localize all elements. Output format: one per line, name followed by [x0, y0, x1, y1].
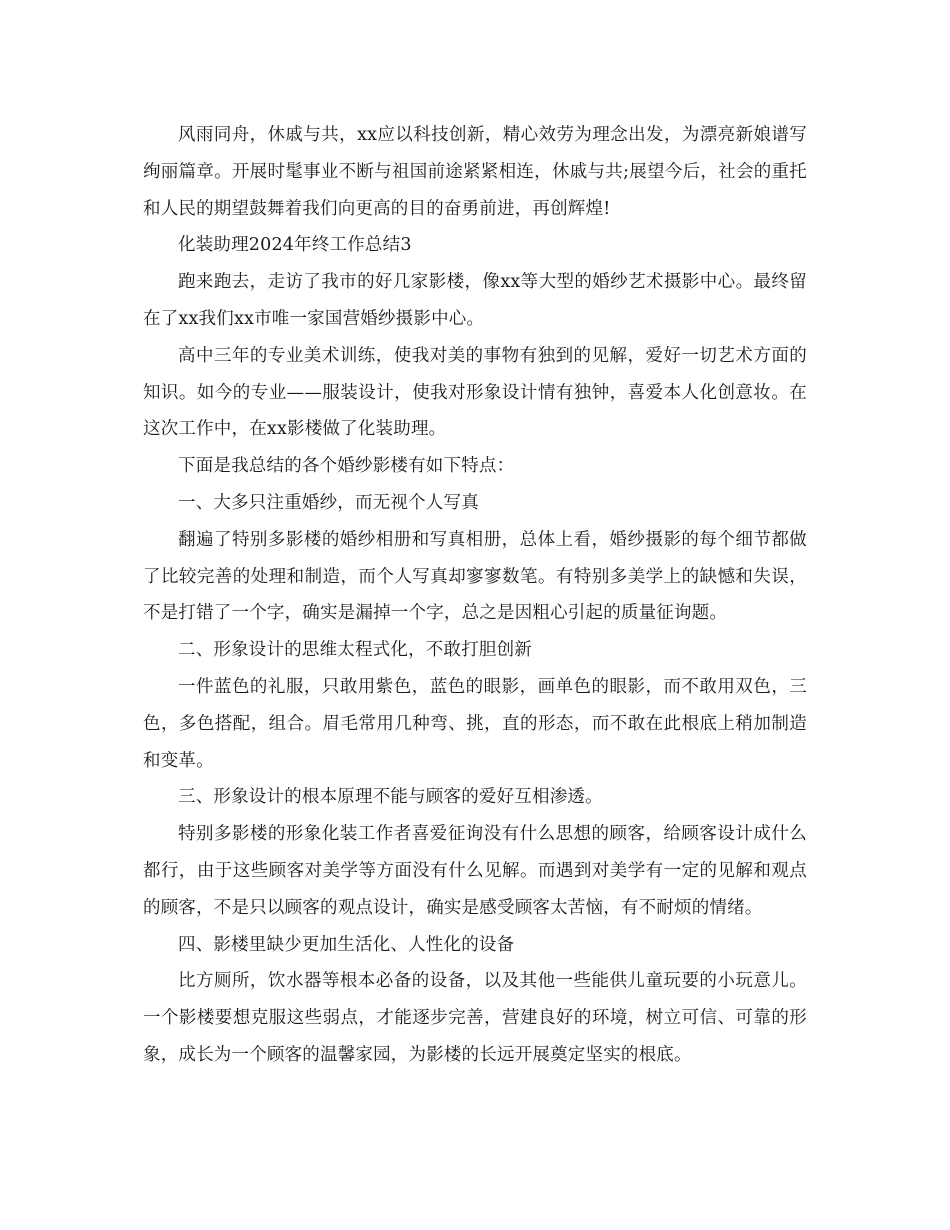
point-heading-2: 二、形象设计的思维太程式化，不敢打胆创新 — [178, 640, 532, 661]
point-body-3: 特别多影楼的形象化装工作者喜爱征询没有什么思想的顾客，给顾客设计成什么都行，由于这些顾客对美学等方面没有什么见解。而遇到对美学有一定的见解和观点的顾客，不是只以顾客的观点设计，确实是感受顾客太苦恼，有不耐烦的情绪。 — [143, 824, 807, 918]
point-heading-3: 三、形象设计的根本原理不能与顾客的爱好互相渗透。 — [178, 787, 603, 808]
paragraph-intro: 跑来跑去，走访了我市的好几家影楼，像xx等大型的婚纱艺术摄影中心。最终留在了xx我们xx市唯一家国营婚纱摄影中心。 — [143, 272, 807, 329]
point-body-2: 一件蓝色的礼服，只敢用紫色，蓝色的眼影，画单色的眼影，而不敢用双色，三色，多色搭配，组合。眉毛常用几种弯、挑，直的形态，而不敢在此根底上稍加制造和变革。 — [143, 676, 807, 771]
document-body — [143, 117, 807, 1074]
point-body-4: 比方厕所，饮水器等根本必备的设备，以及其他一些能供儿童玩要的小玩意儿。一个影楼要想克服这些弱点，才能逐步完善，营建良好的环境，树立可信、可靠的形象，成长为一个顾客的温馨家园，为影楼的长远开展奠定坚实的根底。 — [143, 971, 807, 1065]
paragraph-background: 高中三年的专业美术训练，使我对美的事物有独到的见解，爱好一切艺术方面的知识。如今的专业——服装设计，使我对形象设计情有独钟，喜爱本人化创意妆。在这次工作中，在xx影楼做了化装助理。 — [143, 345, 807, 440]
paragraph-closing-remarks: 风雨同舟，休戚与共，xx应以科技创新，精心效劳为理念出发，为漂亮新娘谱写绚丽篇章。开展时髦事业不断与祖国前途紧紧相连，休戚与共;展望今后，社会的重托和人民的期望鼓舞着我们向更高的目的奋勇前进，再创辉煌! — [143, 125, 807, 219]
section-title: 化装助理2024年终工作总结3 — [178, 235, 412, 256]
point-heading-4: 四、影楼里缺少更加生活化、人性化的设备 — [178, 934, 515, 955]
point-body-1: 翻遍了特别多影楼的婚纱相册和写真相册，总体上看，婚纱摄影的每个细节都做了比较完善的处理和制造，而个人写真却寥寥数笔。有特别多美学上的缺憾和失误，不是打错了一个字，确实是漏掉一个字，总之是因粗心引起的质量征询题。 — [143, 529, 807, 624]
point-heading-1: 一、大多只注重婚纱，而无视个人写真 — [178, 492, 479, 513]
paragraph-lead-in: 下面是我总结的各个婚纱影楼有如下特点： — [178, 456, 515, 477]
